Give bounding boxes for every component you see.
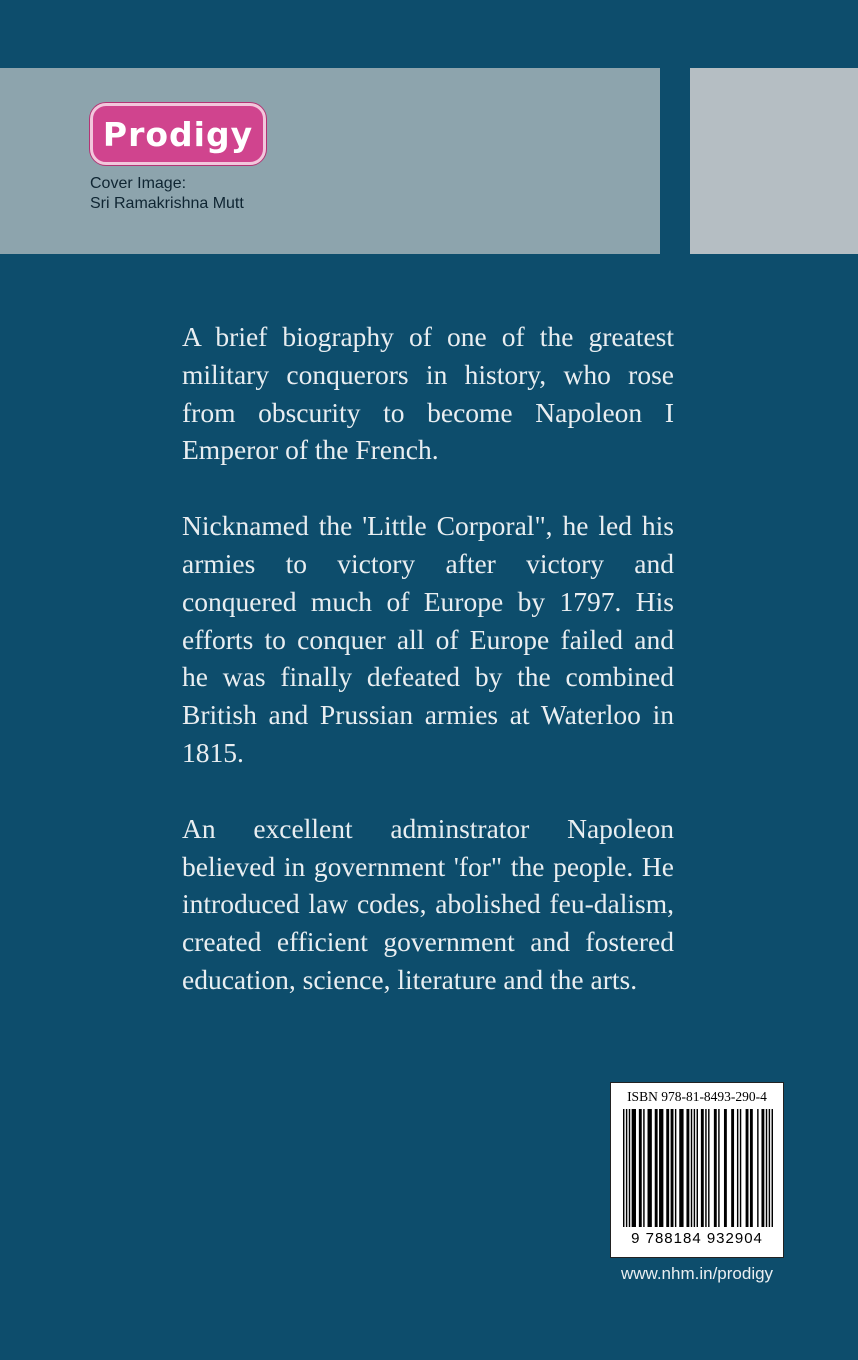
barcode-bar (659, 1109, 663, 1227)
barcode-bar (701, 1109, 704, 1227)
isbn-barcode (610, 1082, 784, 1258)
barcode-bars (623, 1109, 773, 1227)
barcode-bar (757, 1109, 758, 1227)
barcode-bar (623, 1109, 624, 1227)
barcode-bar (666, 1109, 669, 1227)
cover-credit-source: Sri Ramakrishna Mutt (90, 195, 244, 212)
logo-text: Prodigy (102, 114, 254, 154)
barcode-bar (714, 1109, 717, 1227)
barcode-bar (671, 1109, 674, 1227)
barcode-bar (686, 1109, 689, 1227)
barcode-bar (697, 1109, 698, 1227)
blurb-paragraph-2: Nicknamed the 'Little Corporal", he led his armies to victory after victory and conquered much of Europe by 1797. His efforts to conquer all of Europe failed and he was finally defeated by the combined British and Prussian armies at Waterloo in 1815. (182, 510, 674, 768)
barcode-bar (708, 1109, 709, 1227)
barcode-bar (772, 1109, 773, 1227)
barcode-bar (705, 1109, 706, 1227)
cover-credit-label: Cover Image: (90, 175, 187, 192)
barcode-bar (675, 1109, 676, 1227)
barcode-bar (750, 1109, 753, 1227)
barcode-bar (632, 1109, 636, 1227)
blurb-paragraph-3: An excellent adminstrator Napoleon believed in government 'for" the people. He introduced law codes, abolished feu-dalism, created efficient government and fostered education, science, literature and the arts. (182, 812, 674, 995)
publisher-website: www.nhm.in/prodigy (620, 1264, 774, 1283)
barcode-bar (694, 1109, 695, 1227)
barcode-bar (655, 1109, 658, 1227)
book-blurb (182, 318, 674, 1037)
cover-image-credit (90, 174, 244, 214)
barcode-bar (761, 1109, 764, 1227)
barcode-bar (731, 1109, 734, 1227)
barcode-bar (691, 1109, 692, 1227)
barcode-bar (746, 1109, 749, 1227)
prodigy-logo (90, 103, 266, 165)
barcode-bar (718, 1109, 719, 1227)
barcode-bar (724, 1109, 727, 1227)
barcode-bar (639, 1109, 642, 1227)
isbn-label: ISBN 978-81-8493-290-4 (627, 1089, 767, 1104)
header-side-band (690, 68, 858, 254)
blurb-paragraph-1: A brief biography of one of the greatest military conquerors in history, who rose from obscurity to become Napoleon I Emperor of the French. (182, 321, 674, 466)
barcode-bar (626, 1109, 627, 1227)
barcode-bar (643, 1109, 644, 1227)
barcode-bar (629, 1109, 630, 1227)
barcode-bar (737, 1109, 738, 1227)
barcode-bar (740, 1109, 741, 1227)
barcode-bar (769, 1109, 770, 1227)
barcode-bar (766, 1109, 767, 1227)
ean-digits: 9 788184 932904 (631, 1230, 763, 1247)
barcode-bar (679, 1109, 683, 1227)
barcode-bar (648, 1109, 652, 1227)
